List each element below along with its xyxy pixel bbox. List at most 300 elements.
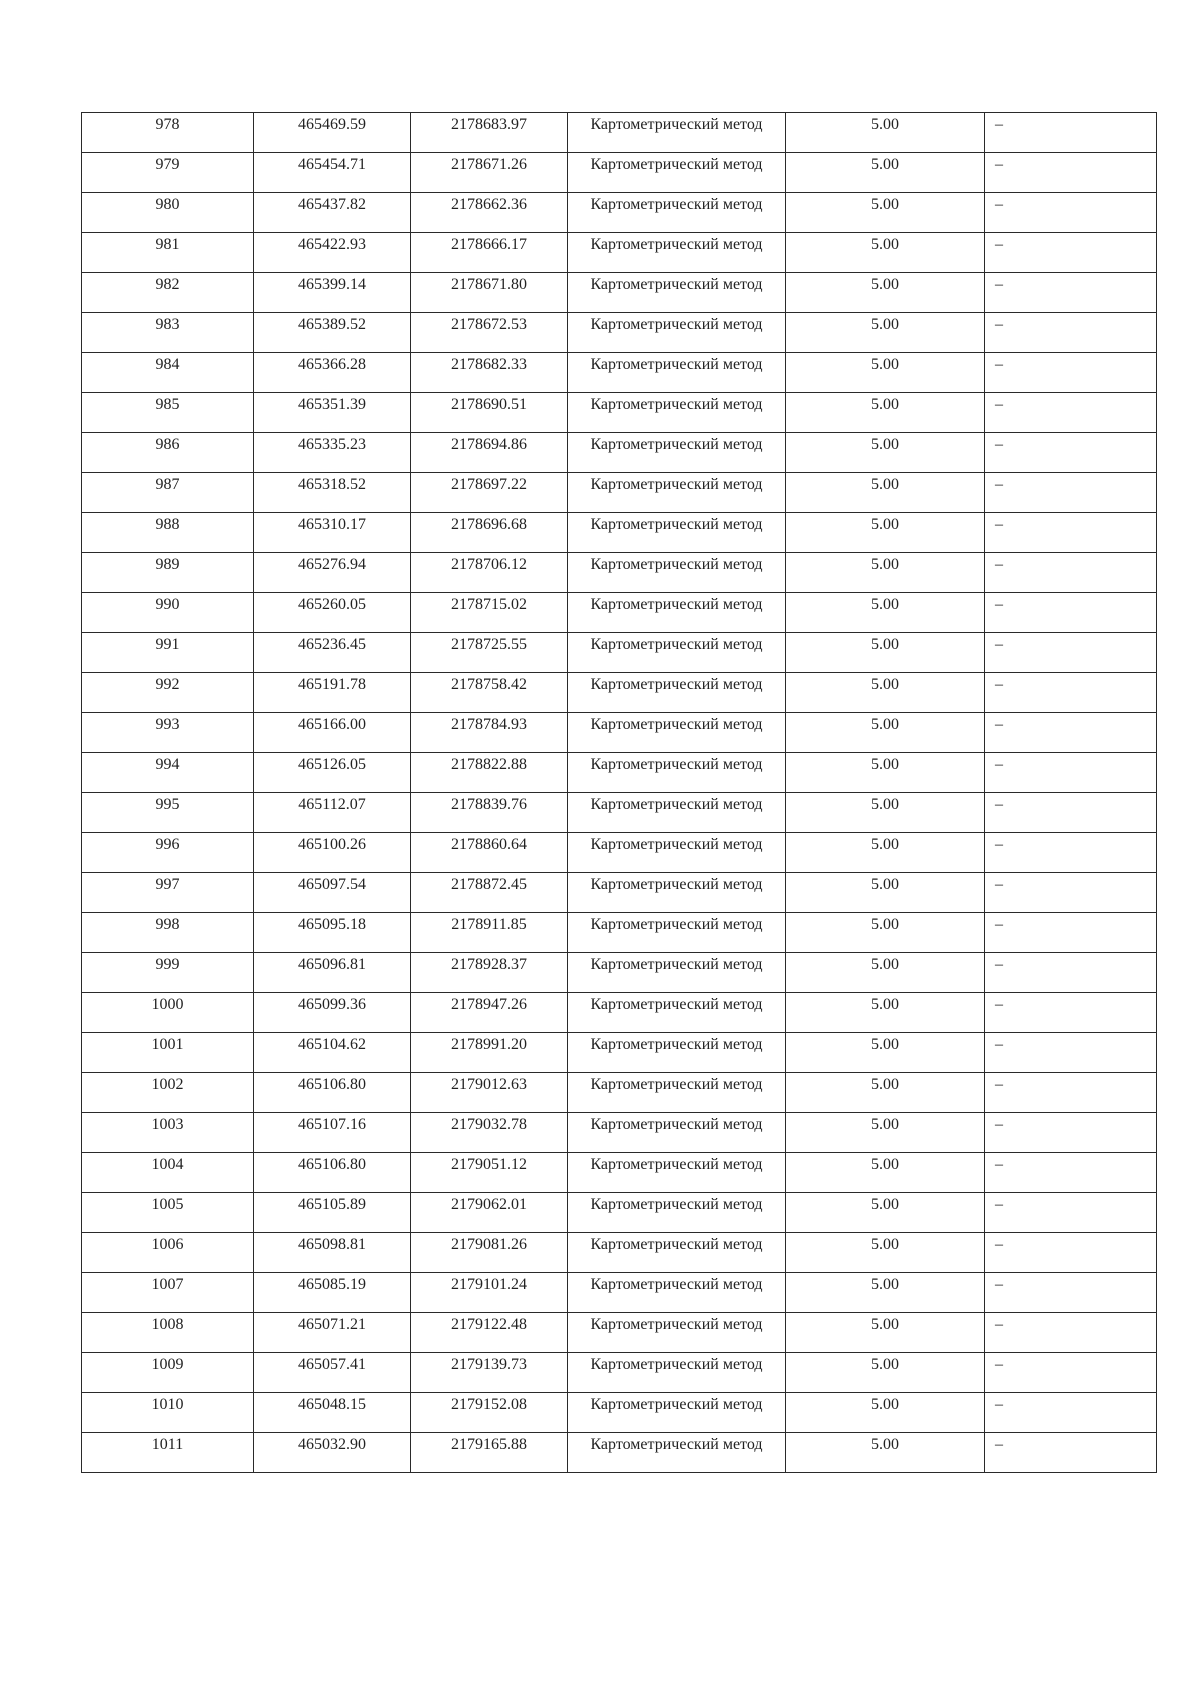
method-cell	[568, 833, 786, 873]
x-coordinate-cell	[254, 313, 411, 353]
coordinates-table	[81, 112, 1157, 1473]
description-cell	[985, 793, 1157, 833]
y-coordinate-cell	[411, 513, 568, 553]
description-cell-text: –	[995, 1196, 1003, 1213]
accuracy-cell-text: 5.00	[871, 596, 899, 613]
method-cell	[568, 1193, 786, 1233]
accuracy-cell	[786, 1193, 985, 1233]
x-coordinate-cell-text: 465236.45	[298, 636, 366, 653]
y-coordinate-cell-text: 2179165.88	[451, 1436, 527, 1453]
method-cell-text: Картометрический метод	[590, 796, 763, 813]
point-number-cell-text: 994	[155, 756, 180, 773]
y-coordinate-cell	[411, 953, 568, 993]
accuracy-cell	[786, 553, 985, 593]
description-cell-text: –	[995, 276, 1003, 293]
table-row	[82, 713, 1157, 753]
table-row	[82, 233, 1157, 273]
x-coordinate-cell	[254, 1113, 411, 1153]
accuracy-cell-text: 5.00	[871, 716, 899, 733]
method-cell	[568, 1113, 786, 1153]
point-number-cell-text: 986	[155, 436, 180, 453]
method-cell-text: Картометрический метод	[590, 1396, 763, 1413]
description-cell	[985, 673, 1157, 713]
y-coordinate-cell	[411, 433, 568, 473]
accuracy-cell-text: 5.00	[871, 1436, 899, 1453]
description-cell-text: –	[995, 836, 1003, 853]
x-coordinate-cell-text: 465276.94	[298, 556, 366, 573]
accuracy-cell-text: 5.00	[871, 1316, 899, 1333]
x-coordinate-cell	[254, 993, 411, 1033]
method-cell	[568, 673, 786, 713]
description-cell	[985, 1153, 1157, 1193]
y-coordinate-cell	[411, 153, 568, 193]
accuracy-cell-text: 5.00	[871, 236, 899, 253]
accuracy-cell-text: 5.00	[871, 316, 899, 333]
description-cell-text: –	[995, 476, 1003, 493]
point-number-cell	[82, 633, 254, 673]
method-cell-text: Картометрический метод	[590, 156, 763, 173]
description-cell-text: –	[995, 316, 1003, 333]
y-coordinate-cell-text: 2178725.55	[451, 636, 527, 653]
accuracy-cell	[786, 753, 985, 793]
description-cell	[985, 233, 1157, 273]
y-coordinate-cell	[411, 1233, 568, 1273]
y-coordinate-cell-text: 2178694.86	[451, 436, 527, 453]
point-number-cell-text: 999	[155, 956, 180, 973]
method-cell	[568, 593, 786, 633]
method-cell-text: Картометрический метод	[590, 1356, 763, 1373]
method-cell-text: Картометрический метод	[590, 1116, 763, 1133]
table-row	[82, 1153, 1157, 1193]
y-coordinate-cell-text: 2178839.76	[451, 796, 527, 813]
y-coordinate-cell-text: 2178822.88	[451, 756, 527, 773]
x-coordinate-cell	[254, 353, 411, 393]
point-number-cell-text: 987	[155, 476, 180, 493]
table-row	[82, 1273, 1157, 1313]
y-coordinate-cell	[411, 1193, 568, 1233]
method-cell-text: Картометрический метод	[590, 916, 763, 933]
method-cell	[568, 713, 786, 753]
y-coordinate-cell-text: 2179062.01	[451, 1196, 527, 1213]
description-cell	[985, 833, 1157, 873]
description-cell	[985, 153, 1157, 193]
x-coordinate-cell-text: 465100.26	[298, 836, 366, 853]
x-coordinate-cell-text: 465399.14	[298, 276, 366, 293]
description-cell	[985, 873, 1157, 913]
x-coordinate-cell-text: 465048.15	[298, 1396, 366, 1413]
x-coordinate-cell	[254, 1073, 411, 1113]
table-row	[82, 513, 1157, 553]
description-cell	[985, 473, 1157, 513]
point-number-cell-text: 992	[155, 676, 180, 693]
point-number-cell	[82, 1393, 254, 1433]
method-cell-text: Картометрический метод	[590, 756, 763, 773]
method-cell	[568, 1233, 786, 1273]
x-coordinate-cell	[254, 1313, 411, 1353]
method-cell	[568, 753, 786, 793]
table-row	[82, 833, 1157, 873]
accuracy-cell-text: 5.00	[871, 1276, 899, 1293]
x-coordinate-cell	[254, 1193, 411, 1233]
point-number-cell-text: 1007	[151, 1276, 184, 1293]
accuracy-cell-text: 5.00	[871, 1156, 899, 1173]
description-cell-text: –	[995, 676, 1003, 693]
x-coordinate-cell	[254, 193, 411, 233]
y-coordinate-cell	[411, 713, 568, 753]
table-row	[82, 1193, 1157, 1233]
method-cell-text: Картометрический метод	[590, 1236, 763, 1253]
x-coordinate-cell-text: 465310.17	[298, 516, 366, 533]
description-cell-text: –	[995, 1276, 1003, 1293]
description-cell-text: –	[995, 1236, 1003, 1253]
y-coordinate-cell-text: 2178662.36	[451, 196, 527, 213]
table-row	[82, 593, 1157, 633]
x-coordinate-cell-text: 465095.18	[298, 916, 366, 933]
table-row	[82, 953, 1157, 993]
method-cell	[568, 353, 786, 393]
accuracy-cell-text: 5.00	[871, 756, 899, 773]
y-coordinate-cell	[411, 313, 568, 353]
point-number-cell-text: 1009	[151, 1356, 184, 1373]
point-number-cell	[82, 553, 254, 593]
point-number-cell-text: 991	[155, 636, 180, 653]
description-cell-text: –	[995, 356, 1003, 373]
point-number-cell	[82, 993, 254, 1033]
x-coordinate-cell	[254, 953, 411, 993]
point-number-cell-text: 998	[155, 916, 180, 933]
point-number-cell	[82, 433, 254, 473]
point-number-cell	[82, 873, 254, 913]
point-number-cell-text: 1002	[151, 1076, 184, 1093]
table-row	[82, 1233, 1157, 1273]
y-coordinate-cell	[411, 1313, 568, 1353]
method-cell	[568, 153, 786, 193]
accuracy-cell-text: 5.00	[871, 1356, 899, 1373]
method-cell-text: Картометрический метод	[590, 1156, 763, 1173]
description-cell-text: –	[995, 1396, 1003, 1413]
accuracy-cell-text: 5.00	[871, 196, 899, 213]
x-coordinate-cell-text: 465106.80	[298, 1156, 366, 1173]
accuracy-cell	[786, 793, 985, 833]
table-row	[82, 433, 1157, 473]
method-cell	[568, 233, 786, 273]
point-number-cell-text: 984	[155, 356, 180, 373]
x-coordinate-cell	[254, 113, 411, 153]
x-coordinate-cell	[254, 1033, 411, 1073]
table-row	[82, 553, 1157, 593]
point-number-cell	[82, 1273, 254, 1313]
description-cell-text: –	[995, 236, 1003, 253]
point-number-cell-text: 990	[155, 596, 180, 613]
method-cell-text: Картометрический метод	[590, 836, 763, 853]
description-cell	[985, 1033, 1157, 1073]
description-cell-text: –	[995, 596, 1003, 613]
accuracy-cell	[786, 473, 985, 513]
accuracy-cell	[786, 1113, 985, 1153]
x-coordinate-cell	[254, 513, 411, 553]
x-coordinate-cell	[254, 273, 411, 313]
point-number-cell	[82, 393, 254, 433]
description-cell-text: –	[995, 796, 1003, 813]
accuracy-cell-text: 5.00	[871, 836, 899, 853]
x-coordinate-cell	[254, 433, 411, 473]
description-cell	[985, 1313, 1157, 1353]
y-coordinate-cell	[411, 353, 568, 393]
accuracy-cell-text: 5.00	[871, 116, 899, 133]
x-coordinate-cell-text: 465099.36	[298, 996, 366, 1013]
point-number-cell-text: 989	[155, 556, 180, 573]
method-cell	[568, 993, 786, 1033]
description-cell-text: –	[995, 396, 1003, 413]
description-cell	[985, 193, 1157, 233]
accuracy-cell	[786, 993, 985, 1033]
point-number-cell	[82, 273, 254, 313]
description-cell-text: –	[995, 996, 1003, 1013]
method-cell-text: Картометрический метод	[590, 436, 763, 453]
accuracy-cell	[786, 1073, 985, 1113]
x-coordinate-cell	[254, 713, 411, 753]
method-cell	[568, 313, 786, 353]
table-row	[82, 753, 1157, 793]
y-coordinate-cell	[411, 833, 568, 873]
point-number-cell-text: 979	[155, 156, 180, 173]
point-number-cell-text: 985	[155, 396, 180, 413]
x-coordinate-cell-text: 465454.71	[298, 156, 366, 173]
accuracy-cell-text: 5.00	[871, 676, 899, 693]
y-coordinate-cell-text: 2179051.12	[451, 1156, 527, 1173]
y-coordinate-cell	[411, 1433, 568, 1473]
point-number-cell	[82, 713, 254, 753]
description-cell-text: –	[995, 636, 1003, 653]
y-coordinate-cell	[411, 1153, 568, 1193]
method-cell-text: Картометрический метод	[590, 236, 763, 253]
method-cell	[568, 273, 786, 313]
method-cell-text: Картометрический метод	[590, 1436, 763, 1453]
point-number-cell	[82, 1193, 254, 1233]
point-number-cell	[82, 473, 254, 513]
description-cell	[985, 713, 1157, 753]
point-number-cell-text: 1000	[151, 996, 184, 1013]
description-cell	[985, 1353, 1157, 1393]
y-coordinate-cell	[411, 1273, 568, 1313]
description-cell	[985, 1273, 1157, 1313]
description-cell-text: –	[995, 116, 1003, 133]
y-coordinate-cell	[411, 473, 568, 513]
table-row	[82, 113, 1157, 153]
method-cell-text: Картометрический метод	[590, 636, 763, 653]
description-cell-text: –	[995, 156, 1003, 173]
y-coordinate-cell-text: 2178947.26	[451, 996, 527, 1013]
accuracy-cell	[786, 1273, 985, 1313]
accuracy-cell-text: 5.00	[871, 956, 899, 973]
point-number-cell-text: 1004	[151, 1156, 184, 1173]
method-cell	[568, 553, 786, 593]
method-cell-text: Картометрический метод	[590, 196, 763, 213]
point-number-cell	[82, 193, 254, 233]
method-cell-text: Картометрический метод	[590, 1036, 763, 1053]
description-cell-text: –	[995, 876, 1003, 893]
x-coordinate-cell-text: 465260.05	[298, 596, 366, 613]
table-row	[82, 1393, 1157, 1433]
accuracy-cell	[786, 593, 985, 633]
accuracy-cell	[786, 153, 985, 193]
accuracy-cell-text: 5.00	[871, 876, 899, 893]
accuracy-cell-text: 5.00	[871, 1116, 899, 1133]
y-coordinate-cell	[411, 113, 568, 153]
accuracy-cell-text: 5.00	[871, 556, 899, 573]
y-coordinate-cell	[411, 793, 568, 833]
accuracy-cell	[786, 273, 985, 313]
x-coordinate-cell-text: 465422.93	[298, 236, 366, 253]
y-coordinate-cell	[411, 753, 568, 793]
method-cell-text: Картометрический метод	[590, 716, 763, 733]
y-coordinate-cell	[411, 993, 568, 1033]
method-cell	[568, 193, 786, 233]
x-coordinate-cell-text: 465126.05	[298, 756, 366, 773]
method-cell-text: Картометрический метод	[590, 956, 763, 973]
table-row	[82, 313, 1157, 353]
y-coordinate-cell-text: 2178671.26	[451, 156, 527, 173]
x-coordinate-cell-text: 465437.82	[298, 196, 366, 213]
accuracy-cell	[786, 513, 985, 553]
x-coordinate-cell	[254, 1393, 411, 1433]
method-cell-text: Картометрический метод	[590, 676, 763, 693]
accuracy-cell	[786, 913, 985, 953]
accuracy-cell-text: 5.00	[871, 916, 899, 933]
x-coordinate-cell	[254, 833, 411, 873]
point-number-cell	[82, 1313, 254, 1353]
x-coordinate-cell-text: 465469.59	[298, 116, 366, 133]
y-coordinate-cell	[411, 673, 568, 713]
point-number-cell-text: 996	[155, 836, 180, 853]
x-coordinate-cell-text: 465057.41	[298, 1356, 366, 1373]
y-coordinate-cell-text: 2178911.85	[451, 916, 527, 933]
point-number-cell	[82, 1433, 254, 1473]
x-coordinate-cell	[254, 1273, 411, 1313]
method-cell	[568, 913, 786, 953]
accuracy-cell	[786, 1033, 985, 1073]
accuracy-cell	[786, 233, 985, 273]
point-number-cell	[82, 593, 254, 633]
description-cell	[985, 953, 1157, 993]
method-cell	[568, 793, 786, 833]
accuracy-cell-text: 5.00	[871, 1076, 899, 1093]
method-cell-text: Картометрический метод	[590, 276, 763, 293]
method-cell	[568, 433, 786, 473]
accuracy-cell	[786, 673, 985, 713]
point-number-cell-text: 1011	[151, 1436, 184, 1453]
x-coordinate-cell-text: 465107.16	[298, 1116, 366, 1133]
x-coordinate-cell	[254, 473, 411, 513]
y-coordinate-cell-text: 2178928.37	[451, 956, 527, 973]
description-cell	[985, 1433, 1157, 1473]
description-cell	[985, 393, 1157, 433]
x-coordinate-cell	[254, 753, 411, 793]
point-number-cell-text: 981	[155, 236, 180, 253]
method-cell	[568, 953, 786, 993]
y-coordinate-cell-text: 2178706.12	[451, 556, 527, 573]
x-coordinate-cell	[254, 1433, 411, 1473]
y-coordinate-cell	[411, 1353, 568, 1393]
y-coordinate-cell-text: 2178860.64	[451, 836, 527, 853]
table-row	[82, 1433, 1157, 1473]
point-number-cell	[82, 313, 254, 353]
description-cell	[985, 993, 1157, 1033]
description-cell	[985, 1193, 1157, 1233]
point-number-cell-text: 978	[155, 116, 180, 133]
table-row	[82, 273, 1157, 313]
method-cell-text: Картометрический метод	[590, 996, 763, 1013]
y-coordinate-cell-text: 2178671.80	[451, 276, 527, 293]
x-coordinate-cell	[254, 553, 411, 593]
y-coordinate-cell-text: 2179139.73	[451, 1356, 527, 1373]
description-cell-text: –	[995, 436, 1003, 453]
description-cell-text: –	[995, 556, 1003, 573]
description-cell-text: –	[995, 1116, 1003, 1133]
accuracy-cell	[786, 393, 985, 433]
x-coordinate-cell	[254, 633, 411, 673]
description-cell	[985, 1073, 1157, 1113]
point-number-cell-text: 1005	[151, 1196, 184, 1213]
y-coordinate-cell-text: 2179152.08	[451, 1396, 527, 1413]
accuracy-cell	[786, 1153, 985, 1193]
table-row	[82, 193, 1157, 233]
table-row	[82, 633, 1157, 673]
method-cell-text: Картометрический метод	[590, 476, 763, 493]
description-cell	[985, 1113, 1157, 1153]
description-cell-text: –	[995, 1436, 1003, 1453]
x-coordinate-cell-text: 465366.28	[298, 356, 366, 373]
description-cell-text: –	[995, 516, 1003, 533]
method-cell	[568, 113, 786, 153]
description-cell	[985, 1233, 1157, 1273]
point-number-cell	[82, 1073, 254, 1113]
method-cell	[568, 1393, 786, 1433]
accuracy-cell-text: 5.00	[871, 1396, 899, 1413]
y-coordinate-cell-text: 2178697.22	[451, 476, 527, 493]
accuracy-cell-text: 5.00	[871, 1236, 899, 1253]
point-number-cell	[82, 1033, 254, 1073]
accuracy-cell	[786, 953, 985, 993]
y-coordinate-cell	[411, 193, 568, 233]
method-cell-text: Картометрический метод	[590, 556, 763, 573]
y-coordinate-cell-text: 2178872.45	[451, 876, 527, 893]
x-coordinate-cell	[254, 1153, 411, 1193]
point-number-cell-text: 988	[155, 516, 180, 533]
description-cell-text: –	[995, 196, 1003, 213]
method-cell-text: Картометрический метод	[590, 396, 763, 413]
y-coordinate-cell-text: 2179101.24	[451, 1276, 527, 1293]
y-coordinate-cell	[411, 633, 568, 673]
method-cell	[568, 1353, 786, 1393]
method-cell-text: Картометрический метод	[590, 356, 763, 373]
accuracy-cell-text: 5.00	[871, 1196, 899, 1213]
point-number-cell-text: 993	[155, 716, 180, 733]
point-number-cell-text: 997	[155, 876, 180, 893]
method-cell-text: Картометрический метод	[590, 316, 763, 333]
y-coordinate-cell-text: 2178682.33	[451, 356, 527, 373]
description-cell	[985, 1393, 1157, 1433]
accuracy-cell-text: 5.00	[871, 436, 899, 453]
point-number-cell-text: 982	[155, 276, 180, 293]
accuracy-cell-text: 5.00	[871, 356, 899, 373]
x-coordinate-cell-text: 465085.19	[298, 1276, 366, 1293]
point-number-cell	[82, 673, 254, 713]
method-cell-text: Картометрический метод	[590, 596, 763, 613]
y-coordinate-cell-text: 2178683.97	[451, 116, 527, 133]
x-coordinate-cell	[254, 913, 411, 953]
x-coordinate-cell	[254, 233, 411, 273]
